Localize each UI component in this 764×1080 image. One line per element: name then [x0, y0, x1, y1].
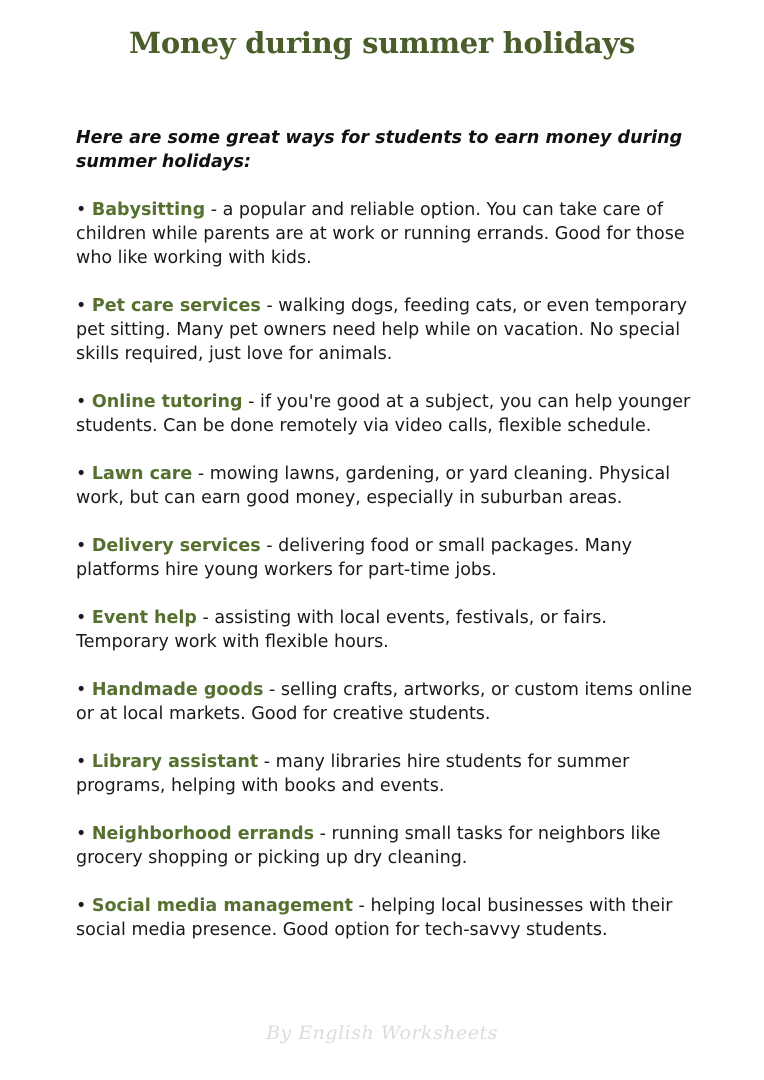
item-separator: - [196, 608, 215, 628]
item-separator: - [260, 296, 279, 316]
list-item [76, 678, 696, 726]
item-description: helping local businesses with their social media presence. Good option for tech-savvy students. [76, 896, 673, 940]
bullet-icon: • [76, 752, 87, 772]
item-description: mowing lawns, gardening, or yard cleaning. Physical work, but can earn good money, especially in suburban areas. [76, 464, 671, 508]
ways-list [76, 198, 696, 942]
list-item [76, 462, 696, 510]
list-item [76, 294, 696, 366]
bullet-icon: • [76, 296, 87, 316]
list-item [76, 606, 696, 654]
list-item [76, 534, 696, 582]
item-term: Delivery services [91, 536, 261, 556]
item-term: Handmade goods [91, 680, 264, 700]
list-item [76, 822, 696, 870]
item-description: running small tasks for neighbors like grocery shopping or picking up dry cleaning. [76, 824, 661, 868]
bullet-icon: • [76, 896, 87, 916]
item-separator: - [242, 392, 260, 412]
item-separator: - [260, 536, 279, 556]
item-description: selling crafts, artworks, or custom items online or at local markets. Good for creative students. [76, 680, 693, 724]
bullet-icon: • [76, 824, 87, 844]
item-separator: - [352, 896, 371, 916]
intro-text: Here are some great ways for students to earn money during summer holidays: [76, 128, 683, 172]
item-description: many libraries hire students for summer programs, helping with books and events. [76, 752, 630, 796]
list-item [76, 390, 696, 438]
item-term: Pet care services [91, 296, 261, 316]
item-term: Neighborhood errands [91, 824, 315, 844]
bullet-icon: • [76, 392, 87, 412]
item-description: assisting with local events, festivals, or fairs. Temporary work with flexible hours. [76, 608, 607, 652]
item-term: Online tutoring [91, 392, 243, 412]
item-separator: - [263, 680, 281, 700]
item-term: Social media management [91, 896, 353, 916]
item-term: Babysitting [91, 200, 206, 220]
item-separator: - [258, 752, 276, 772]
item-term: Library assistant [91, 752, 259, 772]
bullet-icon: • [76, 536, 87, 556]
list-item [76, 198, 696, 270]
page-title: Money during summer holidays [129, 26, 635, 60]
item-separator: - [192, 464, 210, 484]
bullet-icon: • [76, 608, 87, 628]
list-item [76, 750, 696, 798]
item-description: a popular and reliable option. You can take care of children while parents are at work or running errands. Good for those who like working with kids. [76, 200, 685, 268]
item-separator: - [205, 200, 223, 220]
item-term: Lawn care [91, 464, 193, 484]
list-item [76, 894, 696, 942]
bullet-icon: • [76, 200, 87, 220]
bullet-icon: • [76, 680, 87, 700]
item-separator: - [314, 824, 332, 844]
bullet-icon: • [76, 464, 87, 484]
footer-watermark: By English Worksheets [266, 1022, 498, 1044]
item-description: delivering food or small packages. Many platforms hire young workers for part-time jobs. [76, 536, 632, 580]
item-description: walking dogs, feeding cats, or even temporary pet sitting. Many pet owners need help while on vacation. No special skills required, just love for animals. [76, 296, 687, 364]
content [76, 126, 696, 966]
item-description: if you're good at a subject, you can help younger students. Can be done remotely via video calls, flexible schedule. [76, 392, 691, 436]
item-term: Event help [91, 608, 197, 628]
